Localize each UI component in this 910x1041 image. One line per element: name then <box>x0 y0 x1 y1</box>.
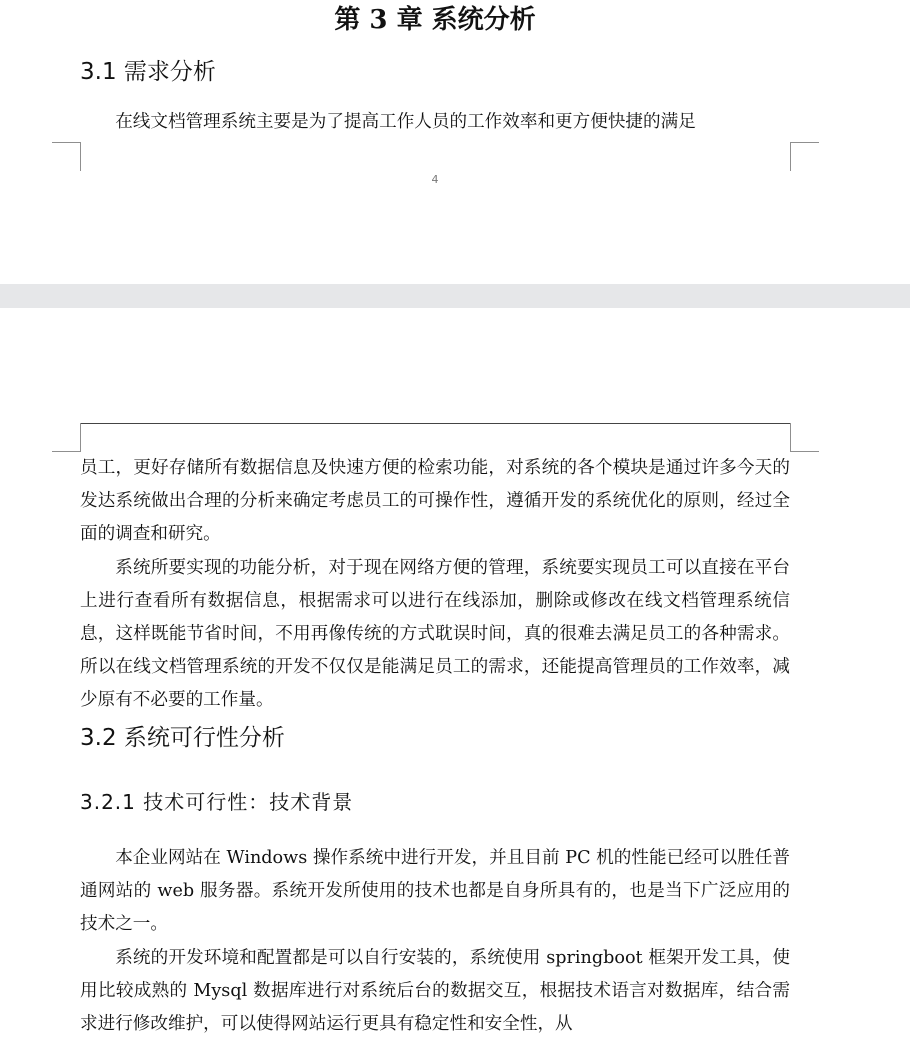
subsection-heading-3-2-1: 3.2.1 技术可行性：技术背景 <box>80 790 354 814</box>
page-number: 4 <box>431 173 439 186</box>
margin-corner-top-left <box>52 423 81 452</box>
page-top <box>0 0 910 284</box>
paragraph-3: 本企业网站在 Windows 操作系统中进行开发，并且目前 PC 机的性能已经可以胜任普通网站的 web 服务器。系统开发所使用的技术也都是自身所具有的，也是当下广泛应用的技术之一。 <box>80 848 790 934</box>
section-heading-3-2: 3.2 系统可行性分析 <box>80 725 285 751</box>
margin-corner-bottom-right <box>790 142 819 171</box>
paragraph-1-start: 在线文档管理系统主要是为了提高工作人员的工作效率和更方便快捷的满足 <box>115 112 696 132</box>
header-rule <box>80 423 790 424</box>
page-bottom <box>0 308 910 1034</box>
paragraph-4: 系统的开发环境和配置都是可以自行安装的，系统使用 springboot 框架开发工具，使用比较成熟的 Mysql 数据库进行对系统后台的数据交互，根据技术语言对数据库，结合需求进行修改维护，可以使得网站运行更具有稳定性和安全性，从 <box>80 948 790 1034</box>
section-heading-3-1: 3.1 需求分析 <box>80 59 216 85</box>
paragraph-1-continued: 员工，更好存储所有数据信息及快速方便的检索功能，对系统的各个模块是通过许多今天的发达系统做出合理的分析来确定考虑员工的可操作性，遵循开发的系统优化的原则，经过全面的调查和研究。 <box>80 458 790 544</box>
chapter-title: 第 3 章 系统分析 <box>334 5 536 35</box>
margin-corner-bottom-left <box>52 142 81 171</box>
margin-corner-top-right <box>790 423 819 452</box>
page-separator <box>0 284 910 308</box>
paragraph-2: 系统所要实现的功能分析，对于现在网络方便的管理，系统要实现员工可以直接在平台上进行查看所有数据信息，根据需求可以进行在线添加，删除或修改在线文档管理系统信息，这样既能节省时间，不用再像传统的方式耽误时间，真的很难去满足员工的各种需求。所以在线文档管理系统的开发不仅仅是能满足员工的需求，还能提高管理员的工作效率，减少原有不必要的工作量。 <box>80 558 790 710</box>
